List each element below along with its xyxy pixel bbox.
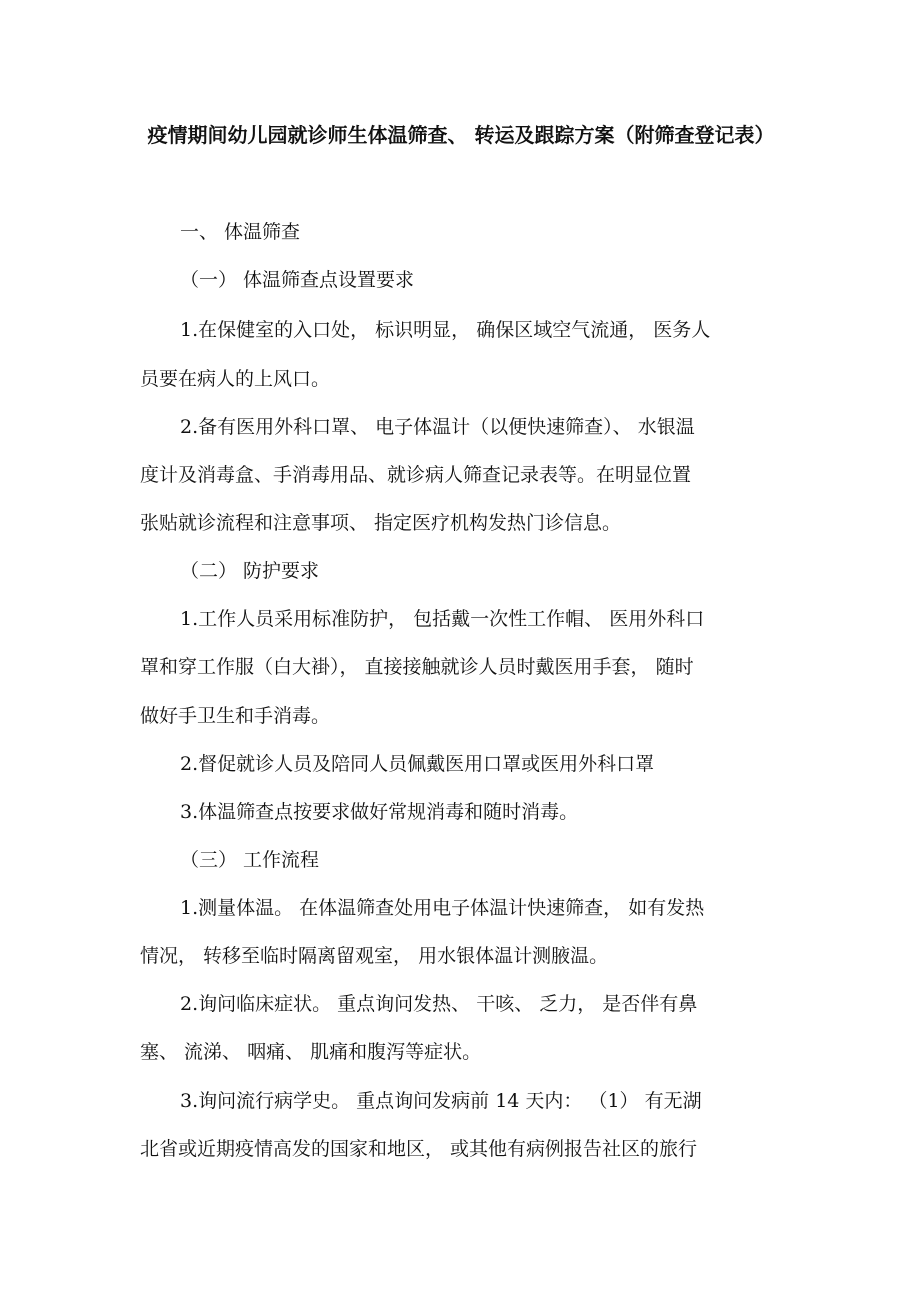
paragraph-line: 2.备有医用外科口罩、 电子体温计（以便快速筛查）、 水银温 <box>180 416 695 438</box>
paragraph-line: 罩和穿工作服（白大褂）， 直接接触就诊人员时戴医用手套， 随时 <box>140 656 694 678</box>
paragraph-line: 3.询问流行病学史。 重点询问发病前 14 天内： （1） 有无湖 <box>180 1090 702 1112</box>
paragraph-line: 1.在保健室的入口处， 标识明显， 确保区域空气流通， 医务人 <box>180 319 711 341</box>
paragraph-line: 1.测量体温。 在体温筛查处用电子体温计快速筛查， 如有发热 <box>180 897 705 919</box>
paragraph-line: 北省或近期疫情高发的国家和地区， 或其他有病例报告社区的旅行 <box>140 1138 698 1160</box>
subsection-heading-3: （三） 工作流程 <box>180 849 320 871</box>
document-title: 疫情期间幼儿园就诊师生体温筛查、 转运及跟踪方案（附筛查登记表） <box>147 123 775 147</box>
section-heading-1: 一、 体温筛查 <box>180 221 301 243</box>
paragraph-line: 员要在病人的上风口。 <box>140 368 331 390</box>
paragraph-line: 度计及消毒盒、手消毒用品、就诊病人筛查记录表等。在明显位置 <box>140 464 692 486</box>
paragraph-line: 做好手卫生和手消毒。 <box>140 705 331 727</box>
paragraph-line: 2.询问临床症状。 重点询问发热、 干咳、 乏力， 是否伴有鼻 <box>180 993 698 1015</box>
paragraph-line: 1.工作人员采用标准防护， 包括戴一次性工作帽、 医用外科口 <box>180 608 705 630</box>
paragraph-line: 塞、 流涕、 咽痛、 肌痛和腹泻等症状。 <box>140 1041 482 1063</box>
subsection-heading-2: （二） 防护要求 <box>180 560 320 582</box>
subsection-heading-1: （一） 体温筛查点设置要求 <box>180 269 415 291</box>
paragraph-line: 3.体温筛查点按要求做好常规消毒和随时消毒。 <box>180 801 579 823</box>
paragraph-line: 2.督促就诊人员及陪同人员佩戴医用口罩或医用外科口罩 <box>180 753 655 775</box>
paragraph-line: 情况， 转移至临时隔离留观室， 用水银体温计测腋温。 <box>140 945 609 967</box>
paragraph-line: 张贴就诊流程和注意事项、 指定医疗机构发热门诊信息。 <box>140 512 622 534</box>
